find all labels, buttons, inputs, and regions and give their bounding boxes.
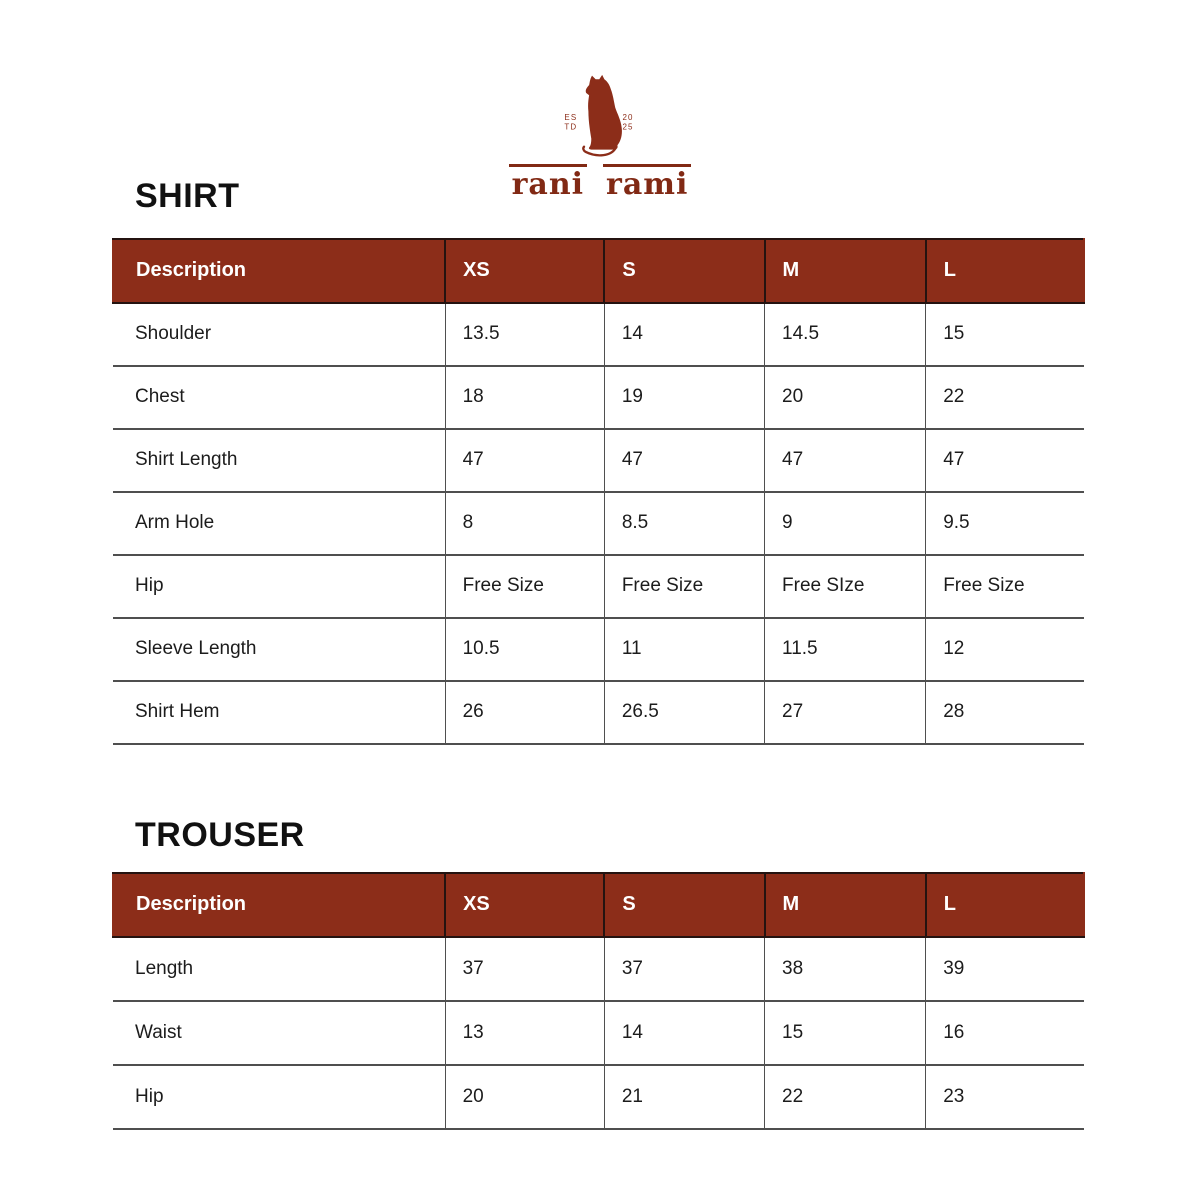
column-header-m: M bbox=[765, 239, 926, 303]
cell-value: 10.5 bbox=[445, 618, 604, 681]
cell-value: 23 bbox=[926, 1065, 1084, 1129]
cell-value: 19 bbox=[604, 366, 764, 429]
wordmark-word-first: rani bbox=[509, 164, 587, 200]
trouser-size-table bbox=[112, 872, 1085, 1130]
cell-value: 8 bbox=[445, 492, 604, 555]
column-header-xs: XS bbox=[445, 873, 604, 937]
row-label: Hip bbox=[113, 555, 445, 618]
column-header-s: S bbox=[604, 239, 764, 303]
row-label: Shoulder bbox=[113, 303, 445, 366]
column-header-l: L bbox=[926, 239, 1084, 303]
content-column bbox=[112, 0, 1085, 1130]
trouser-section-title: TROUSER bbox=[135, 815, 305, 854]
cell-value: 15 bbox=[765, 1001, 926, 1065]
cell-value: Free Size bbox=[604, 555, 764, 618]
table-row bbox=[113, 366, 1084, 429]
cell-value: 39 bbox=[926, 937, 1084, 1001]
cell-value: 14.5 bbox=[765, 303, 926, 366]
cell-value: 47 bbox=[765, 429, 926, 492]
cell-value: 21 bbox=[604, 1065, 764, 1129]
cell-value: Free Size bbox=[445, 555, 604, 618]
cell-value: 16 bbox=[926, 1001, 1084, 1065]
row-label: Sleeve Length bbox=[113, 618, 445, 681]
row-label: Arm Hole bbox=[113, 492, 445, 555]
estd-text-bottom: TD bbox=[564, 122, 578, 132]
cell-value: 14 bbox=[604, 303, 764, 366]
cell-value: 15 bbox=[926, 303, 1084, 366]
cell-value: 27 bbox=[765, 681, 926, 744]
row-label: Hip bbox=[113, 1065, 445, 1129]
cell-value: 37 bbox=[445, 937, 604, 1001]
cell-value: 18 bbox=[445, 366, 604, 429]
table-row bbox=[113, 492, 1084, 555]
cell-value: 11 bbox=[604, 618, 764, 681]
cell-value: 26.5 bbox=[604, 681, 764, 744]
column-header-l: L bbox=[926, 873, 1084, 937]
column-header-description: Description bbox=[113, 239, 445, 303]
shirt-header-row bbox=[113, 239, 1084, 303]
column-header-xs: XS bbox=[445, 239, 604, 303]
column-header-description: Description bbox=[113, 873, 445, 937]
cell-value: 38 bbox=[765, 937, 926, 1001]
cell-value: 9 bbox=[765, 492, 926, 555]
cell-value: 11.5 bbox=[765, 618, 926, 681]
cell-value: 14 bbox=[604, 1001, 764, 1065]
cell-value: 20 bbox=[765, 366, 926, 429]
row-label: Shirt Length bbox=[113, 429, 445, 492]
cell-value: 8.5 bbox=[604, 492, 764, 555]
cell-value: 37 bbox=[604, 937, 764, 1001]
cell-value: 47 bbox=[604, 429, 764, 492]
cell-value: 22 bbox=[926, 366, 1084, 429]
table-row bbox=[113, 618, 1084, 681]
cell-value: 47 bbox=[926, 429, 1084, 492]
cell-value: 20 bbox=[445, 1065, 604, 1129]
cell-value: Free Size bbox=[926, 555, 1084, 618]
estd-text-top: ES bbox=[564, 112, 578, 122]
table-row bbox=[113, 1065, 1084, 1129]
trouser-header-row bbox=[113, 873, 1084, 937]
cell-value: 28 bbox=[926, 681, 1084, 744]
table-row bbox=[113, 303, 1084, 366]
cell-value: 47 bbox=[445, 429, 604, 492]
year-text-bottom: 25 bbox=[622, 122, 634, 132]
cell-value: Free SIze bbox=[765, 555, 926, 618]
table-row bbox=[113, 429, 1084, 492]
cell-value: 12 bbox=[926, 618, 1084, 681]
row-label: Length bbox=[113, 937, 445, 1001]
cell-value: 9.5 bbox=[926, 492, 1084, 555]
shirt-size-table bbox=[112, 238, 1085, 745]
row-label: Waist bbox=[113, 1001, 445, 1065]
cell-value: 26 bbox=[445, 681, 604, 744]
row-label: Shirt Hem bbox=[113, 681, 445, 744]
column-header-m: M bbox=[765, 873, 926, 937]
table-row bbox=[113, 937, 1084, 1001]
cell-value: 13 bbox=[445, 1001, 604, 1065]
table-row bbox=[113, 555, 1084, 618]
table-row bbox=[113, 681, 1084, 744]
table-row bbox=[113, 1001, 1084, 1065]
column-header-s: S bbox=[604, 873, 764, 937]
cell-value: 13.5 bbox=[445, 303, 604, 366]
shirt-section-title: SHIRT bbox=[135, 177, 240, 215]
wordmark-word-second: rami bbox=[603, 164, 691, 200]
row-label: Chest bbox=[113, 366, 445, 429]
cell-value: 22 bbox=[765, 1065, 926, 1129]
year-text-top: 20 bbox=[622, 112, 634, 122]
